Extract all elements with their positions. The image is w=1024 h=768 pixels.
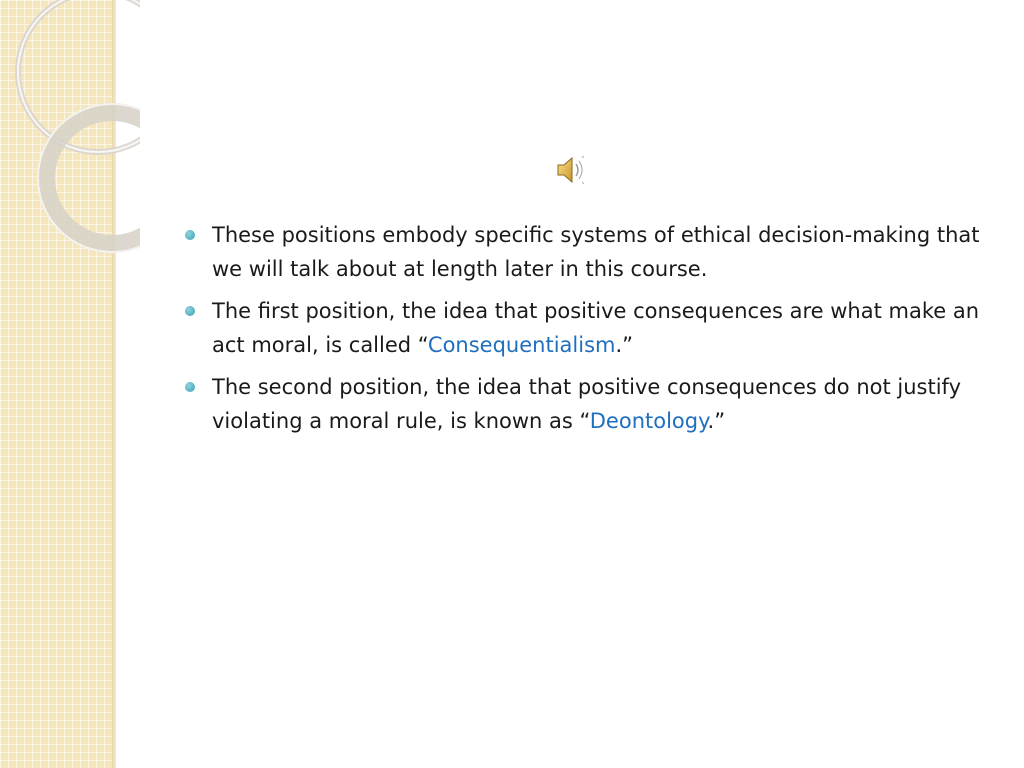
bullet-item-1 — [180, 218, 1000, 286]
bullet-item-2 — [180, 294, 1000, 362]
bullet-text-after: .” — [615, 333, 634, 357]
speaker-icon[interactable] — [552, 152, 588, 188]
term-deontology: Deontology — [589, 409, 708, 433]
bullet-text-before: The second position, the idea that positive consequences do not justify violating a moral rule, is known as “ — [212, 375, 962, 433]
bullet-text-before: The first position, the idea that positive consequences are what make an act moral, is called “ — [212, 299, 980, 357]
bullet-marker — [185, 382, 195, 392]
decorative-ring-bottom — [46, 112, 140, 244]
bullet-marker — [185, 230, 195, 240]
bullet-item-3 — [180, 370, 1000, 438]
bullet-text-after: .” — [707, 409, 726, 433]
bullet-text: These positions embody specific systems of ethical decision-making that we will talk about at length later in this course. — [212, 223, 980, 281]
bullet-list — [180, 218, 1000, 446]
decorative-rings — [0, 0, 140, 260]
term-consequentialism: Consequentialism — [427, 333, 616, 357]
bullet-marker — [185, 306, 195, 316]
